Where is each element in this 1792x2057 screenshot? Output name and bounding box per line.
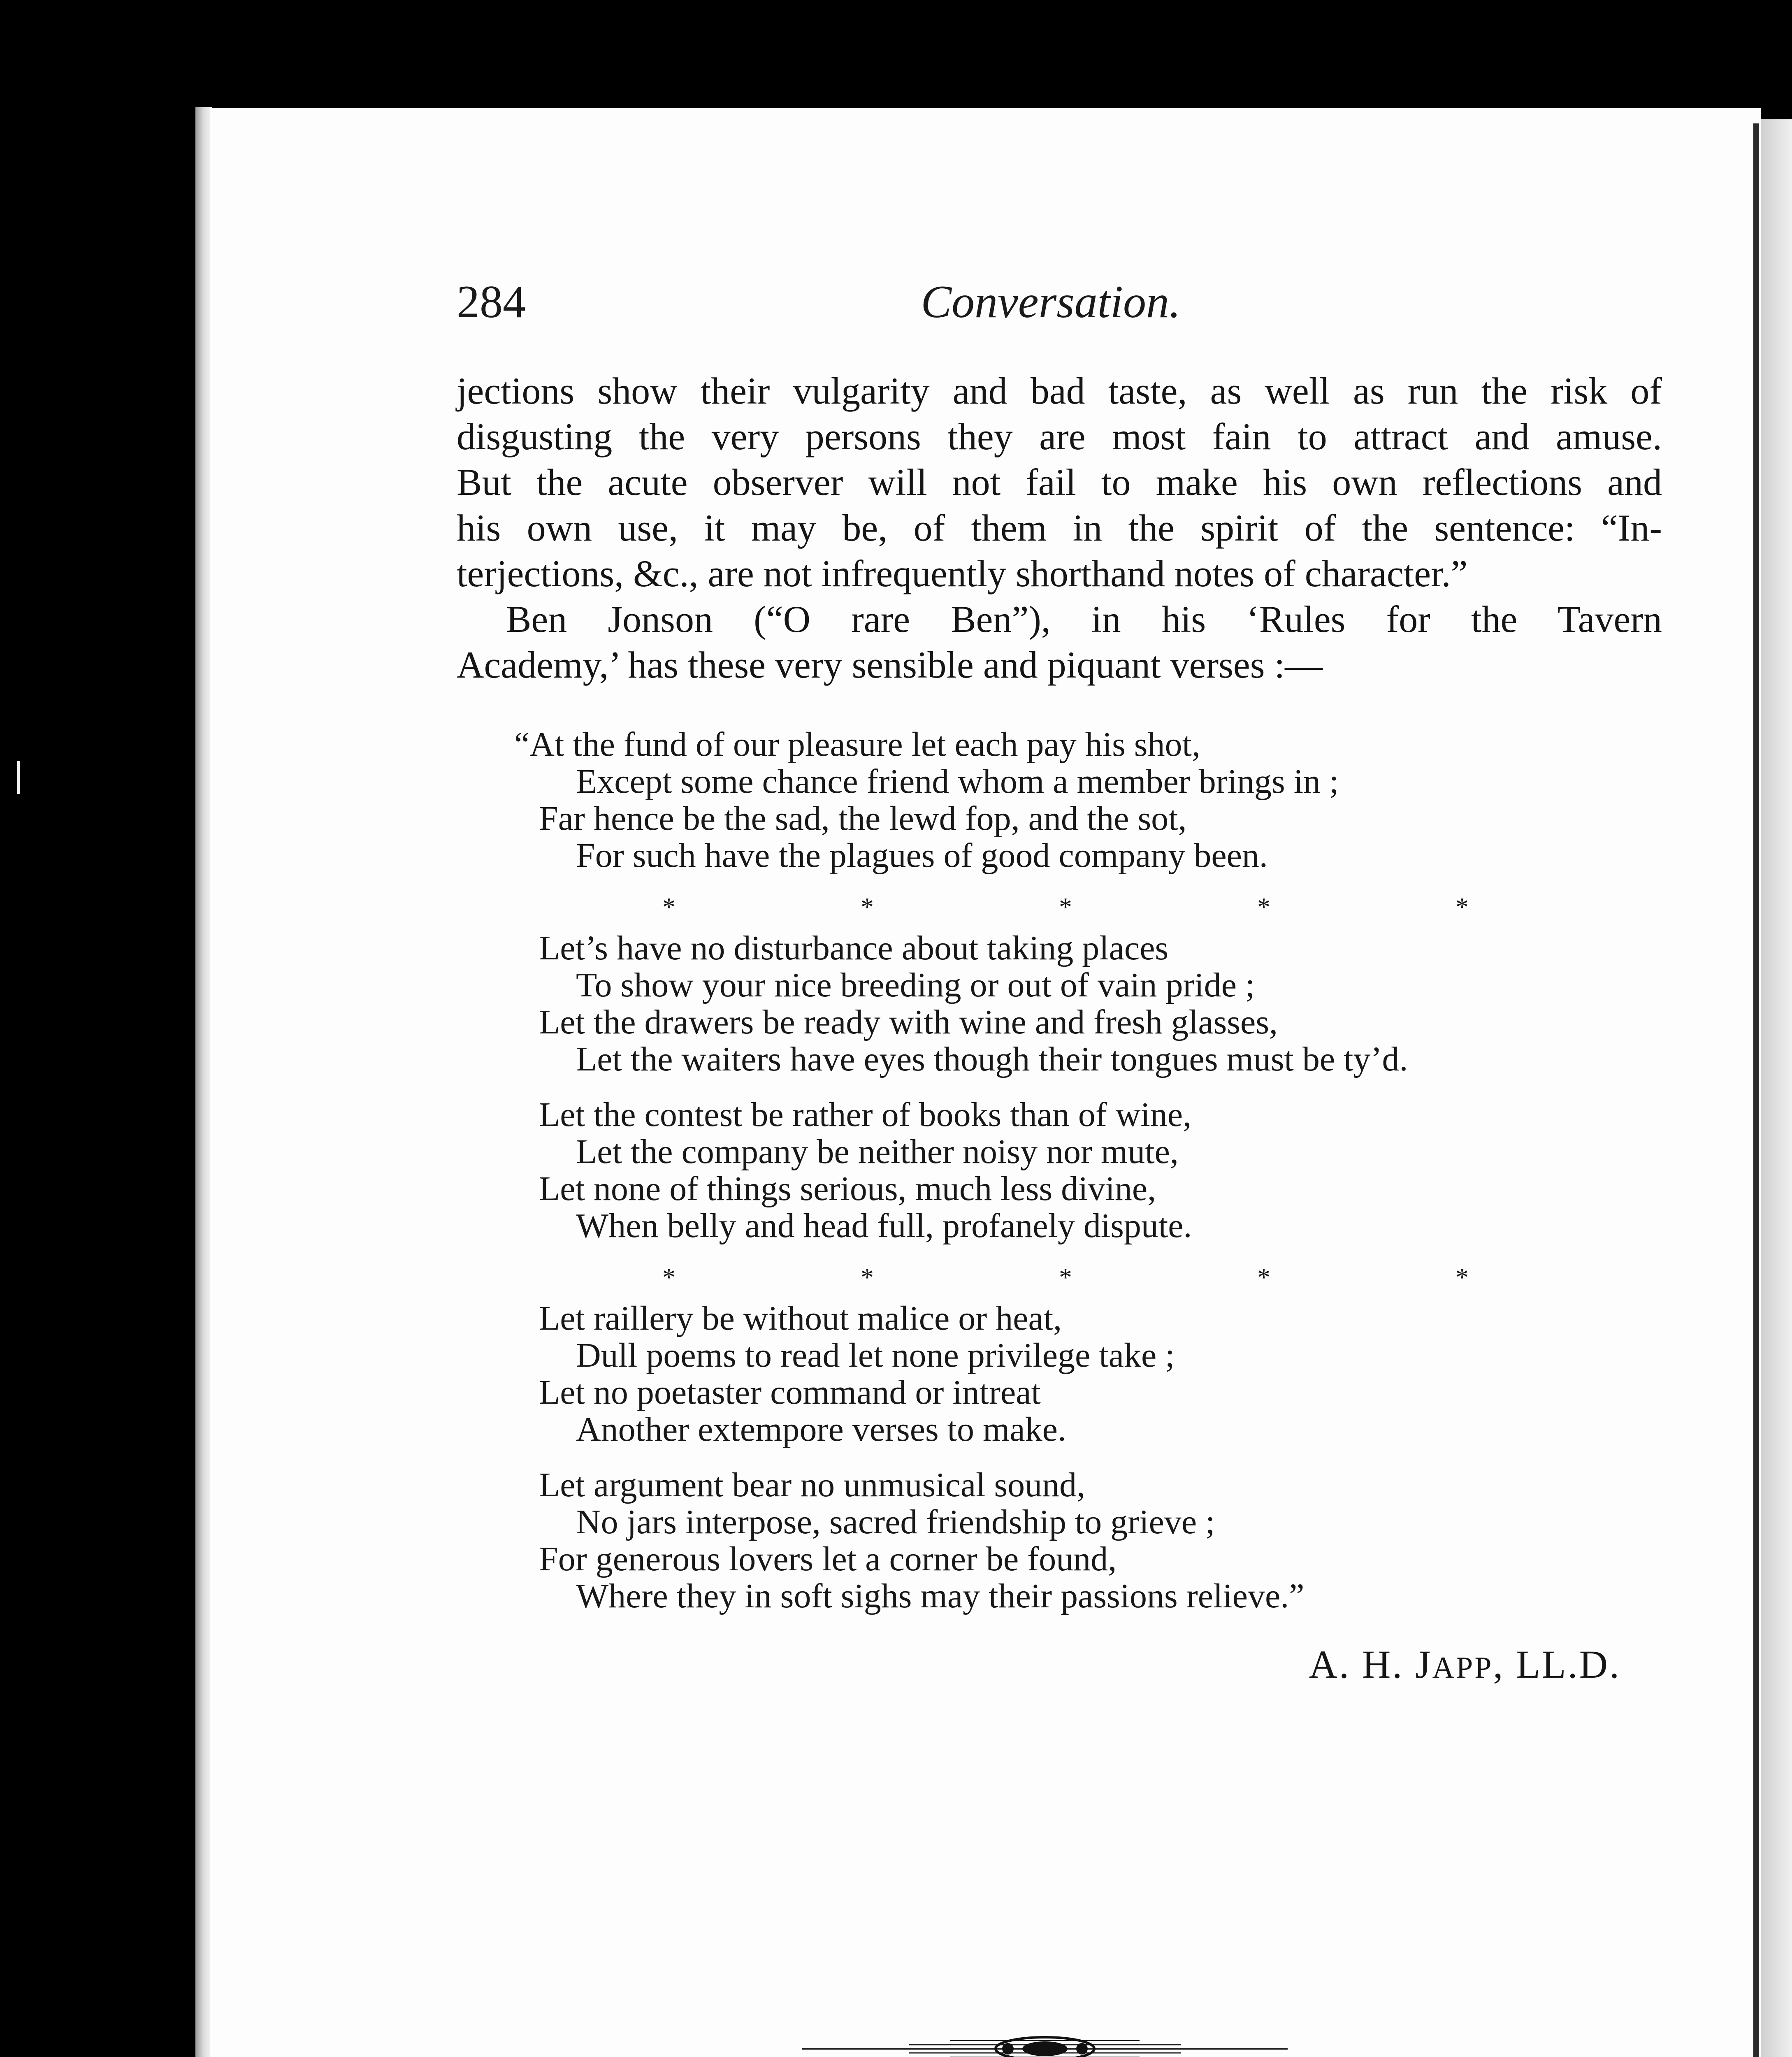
poem-line: When belly and head full, profanely dispute. bbox=[576, 1207, 1192, 1245]
asterisk: * bbox=[1257, 892, 1270, 922]
author-signature bbox=[987, 1641, 1621, 1687]
asterisk: * bbox=[1455, 892, 1469, 922]
poem-line: Where they in soft sighs may their passions relieve.” bbox=[576, 1577, 1305, 1615]
asterisk: * bbox=[1059, 892, 1072, 922]
tailpiece-ornament-icon bbox=[802, 2032, 1288, 2057]
prose-line: terjections, &c., are not infrequently shorthand notes of character.” bbox=[457, 553, 1468, 594]
asterism bbox=[662, 1259, 1469, 1296]
poem-line: For generous lovers let a corner be found, bbox=[539, 1540, 1117, 1578]
author-degree: , LL.D. bbox=[1493, 1642, 1621, 1686]
next-page-edge bbox=[1761, 119, 1792, 2057]
poem-line: Let the contest be rather of books than of wine, bbox=[539, 1096, 1192, 1134]
poem-line: Except some chance friend whom a member brings in ; bbox=[576, 762, 1339, 801]
asterisk: * bbox=[1257, 1263, 1270, 1292]
author-initials: A. H. J bbox=[1309, 1642, 1432, 1686]
poem-line: To show your nice breeding or out of vain pride ; bbox=[576, 966, 1255, 1004]
prose-line: disgusting the very persons they are most fain to attract and amuse. bbox=[457, 416, 1662, 457]
author-surname-smallcaps: APP bbox=[1432, 1651, 1493, 1685]
poem-line: Far hence be the sad, the lewd fop, and the sot, bbox=[539, 799, 1187, 838]
poem-line: For such have the plagues of good company been. bbox=[576, 836, 1268, 875]
stanza bbox=[539, 1096, 1650, 1244]
asterisk: * bbox=[861, 1263, 874, 1292]
body-text bbox=[457, 368, 1662, 688]
stanza bbox=[539, 930, 1650, 1078]
prose-line: jections show their vulgarity and bad taste, as well as run the risk of bbox=[457, 370, 1662, 412]
poem-line: No jars interpose, sacred friendship to grieve ; bbox=[576, 1503, 1215, 1541]
asterisk: * bbox=[662, 1263, 675, 1292]
stanza bbox=[539, 1467, 1650, 1615]
asterism bbox=[662, 889, 1469, 926]
prose-line: But the acute observer will not fail to make his own reflections and bbox=[457, 461, 1662, 503]
stanza bbox=[514, 725, 1650, 875]
page-edge-left bbox=[195, 107, 212, 2057]
page-number: 284 bbox=[457, 276, 526, 327]
poem-line: Dull poems to read let none privilege take ; bbox=[576, 1336, 1175, 1374]
poem-line: Let argument bear no unmusical sound, bbox=[539, 1466, 1086, 1504]
poem-line: Let the company be neither noisy nor mute, bbox=[576, 1133, 1179, 1171]
poem-line: Let no poetaster command or intreat bbox=[539, 1373, 1041, 1412]
poem-line: Let none of things serious, much less divine, bbox=[539, 1170, 1156, 1208]
poem bbox=[514, 725, 1650, 1633]
poem-line: Let the waiters have eyes though their tongues must be ty’d. bbox=[576, 1040, 1408, 1078]
prose-line: his own use, it may be, of them in the spirit of the sentence: “In- bbox=[457, 507, 1662, 549]
poem-line: “At the fund of our pleasure let each pay his shot, bbox=[514, 725, 1200, 764]
prose-line: Ben Jonson (“O rare Ben”), in his ‘Rules for the Tavern bbox=[506, 598, 1662, 640]
prose-line: Academy,’ has these very sensible and piquant verses :— bbox=[457, 644, 1323, 686]
gutter-shadow bbox=[1753, 123, 1759, 2057]
stanza bbox=[539, 1300, 1650, 1448]
poem-line: Another extempore verses to make. bbox=[576, 1410, 1066, 1449]
poem-line: Let raillery be without malice or heat, bbox=[539, 1299, 1062, 1337]
poem-line: Let the drawers be ready with wine and fresh glasses, bbox=[539, 1003, 1278, 1041]
running-head: Conversation. bbox=[921, 276, 1181, 327]
asterisk: * bbox=[1455, 1263, 1469, 1292]
asterisk: * bbox=[1059, 1263, 1072, 1292]
asterisk: * bbox=[861, 892, 874, 922]
scan-mark bbox=[17, 761, 20, 794]
asterisk: * bbox=[662, 892, 675, 922]
page-header bbox=[457, 276, 1181, 333]
poem-line: Let’s have no disturbance about taking places bbox=[539, 929, 1169, 967]
